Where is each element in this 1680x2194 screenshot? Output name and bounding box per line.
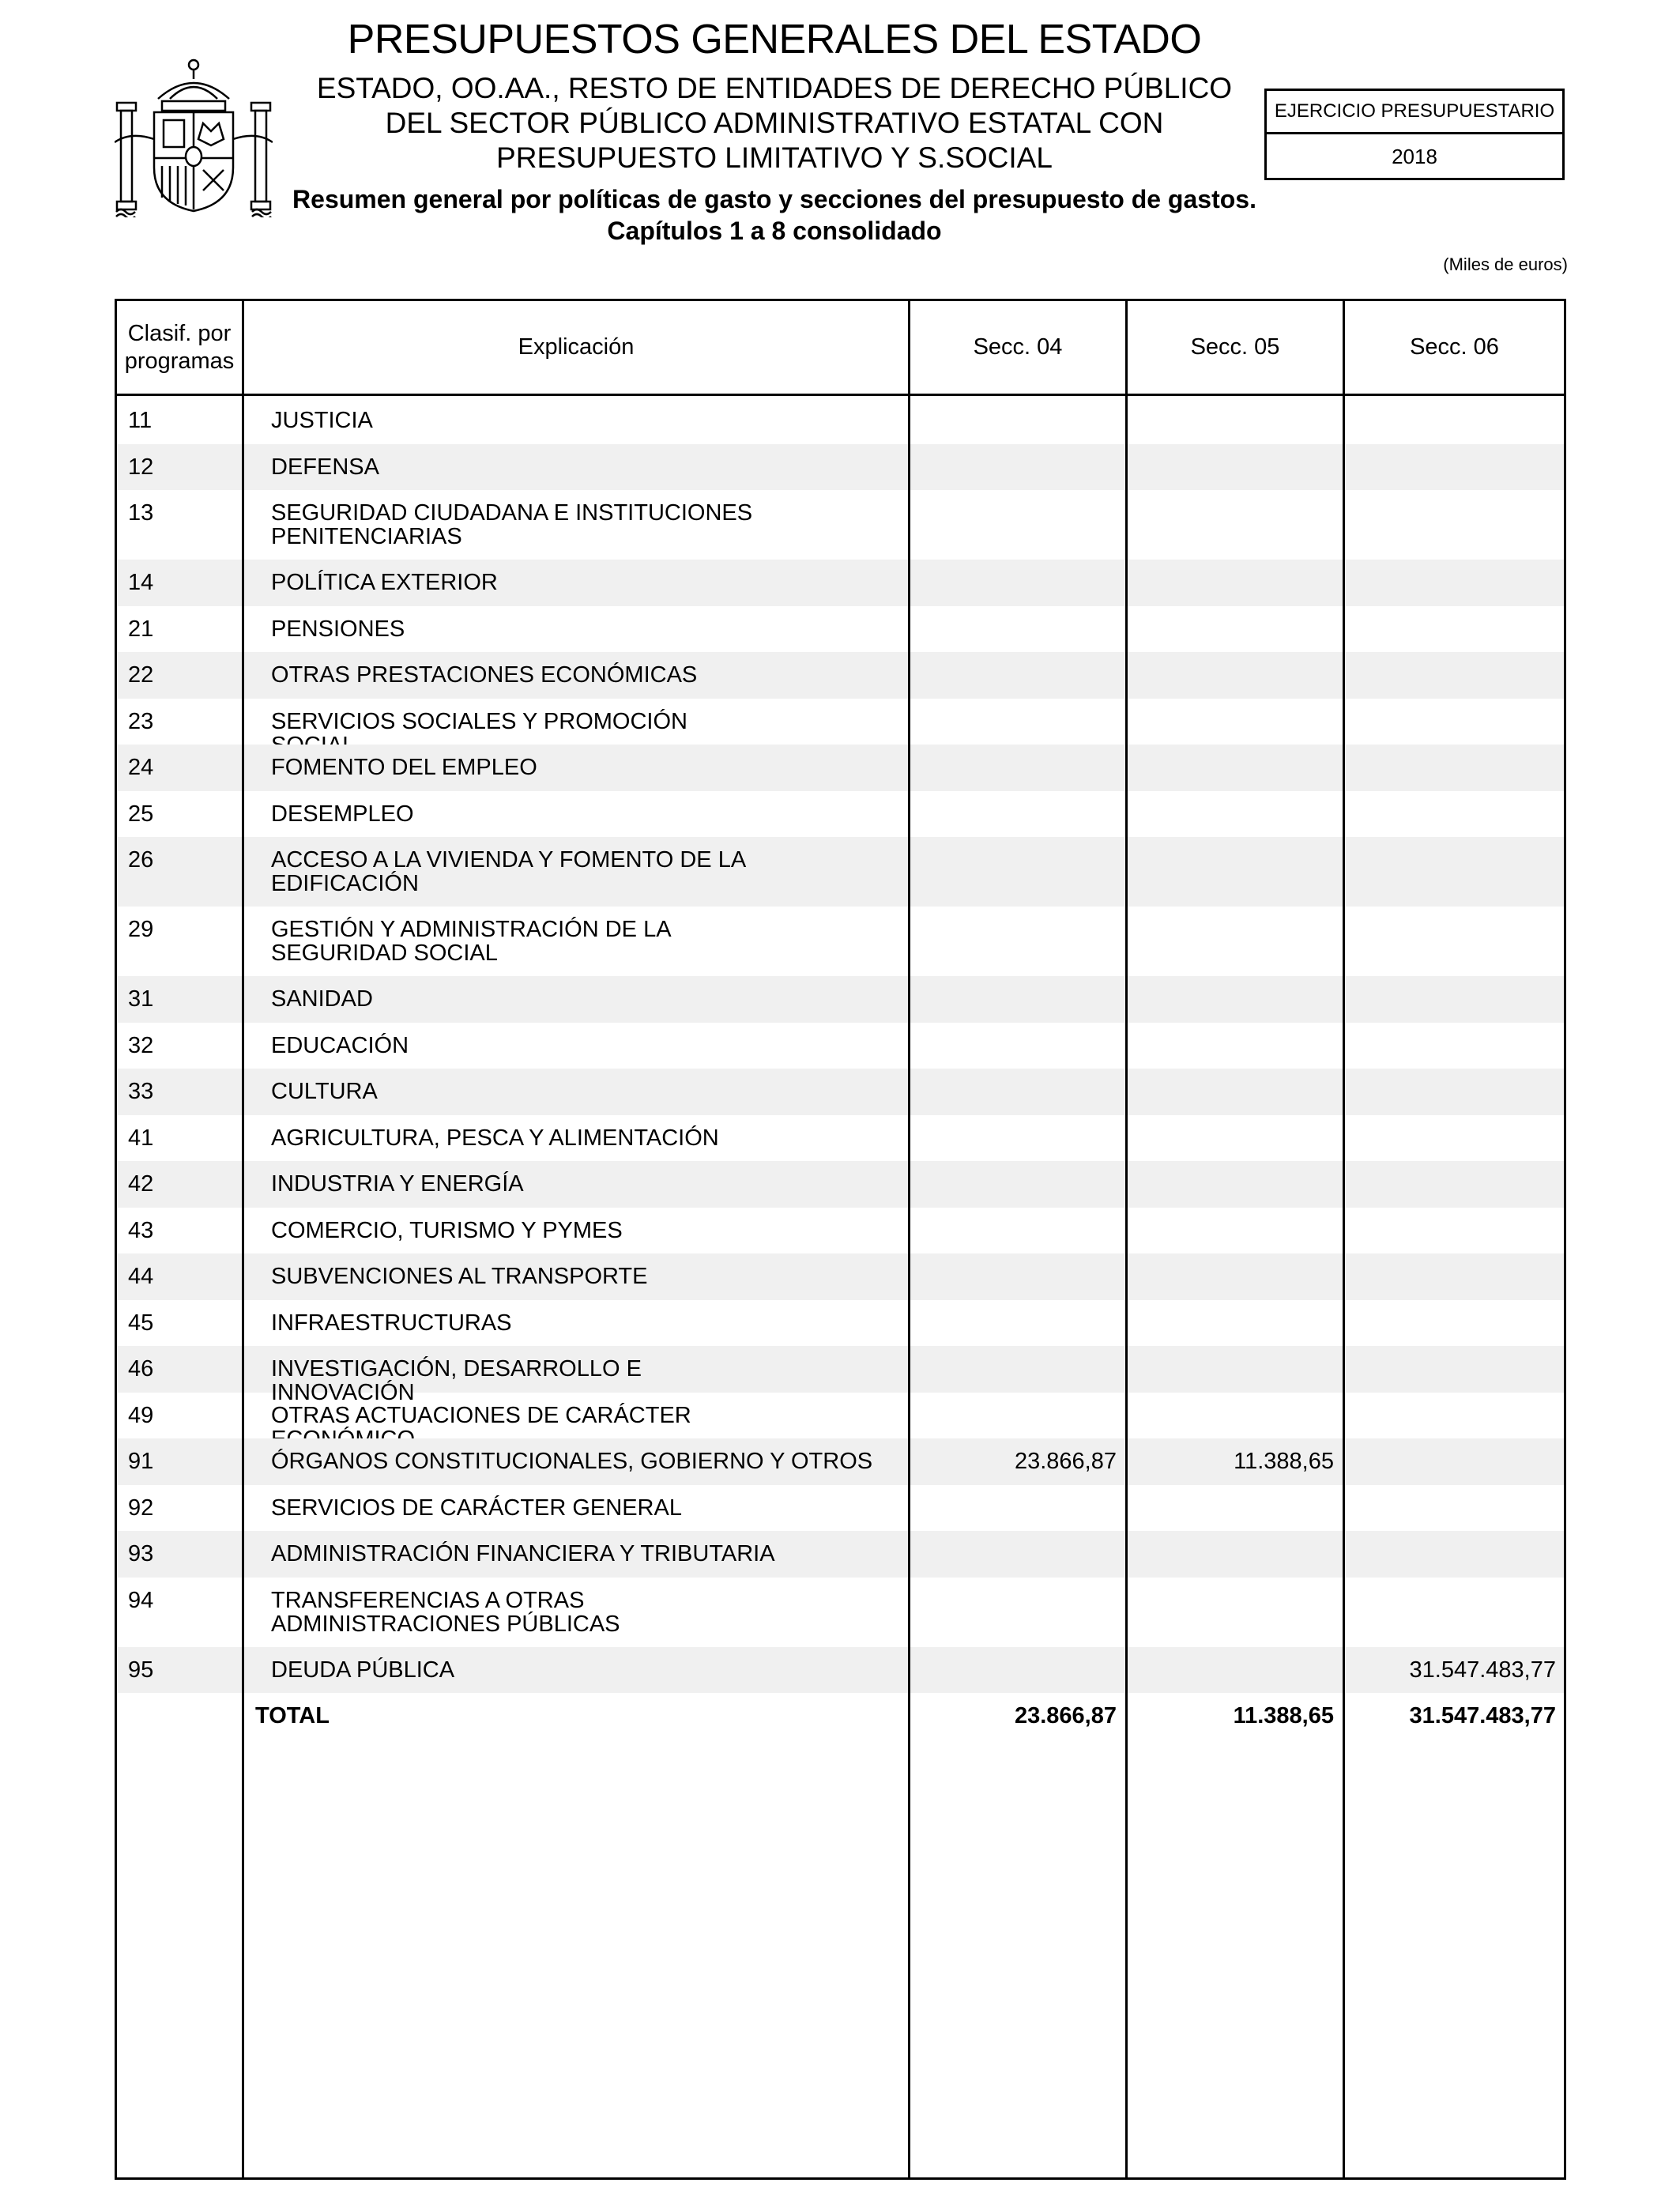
row-code: 43: [128, 1217, 154, 1243]
column-header-code: Clasif. por programas: [124, 320, 235, 374]
table-row: [117, 1253, 1564, 1300]
row-code: 41: [128, 1125, 154, 1151]
row-explicacion: ÓRGANOS CONSTITUCIONALES, GOBIERNO Y OTROS: [271, 1449, 873, 1474]
table-row: [117, 398, 1564, 444]
table-row: [117, 606, 1564, 653]
row-code: 21: [128, 616, 154, 642]
table-row: [117, 791, 1564, 838]
table-body: [117, 398, 1564, 1740]
table-row: [117, 1115, 1564, 1162]
table-row: [117, 1438, 1564, 1485]
row-code: 93: [128, 1541, 154, 1566]
row-code: 13: [128, 500, 154, 526]
table-row: [117, 699, 1564, 745]
row-code: 24: [128, 755, 154, 780]
table-row: [117, 976, 1564, 1023]
spain-coat-of-arms-icon: [115, 55, 273, 217]
row-explicacion: JUSTICIA: [271, 408, 373, 433]
row-code: 12: [128, 454, 154, 480]
row-explicacion: OTRAS ACTUACIONES DE CARÁCTER: [271, 1402, 691, 1428]
table-row: [117, 907, 1564, 976]
row-explicacion: ADMINISTRACIÓN FINANCIERA Y TRIBUTARIA: [271, 1541, 775, 1566]
ejercicio-year: 2018: [1392, 145, 1437, 168]
total-secc-04: 23.866,87: [1014, 1703, 1117, 1728]
table-row: [117, 560, 1564, 606]
subtitle-line: DEL SECTOR PÚBLICO ADMINISTRATIVO ESTATAL CON: [385, 107, 1164, 139]
table-row: [117, 745, 1564, 791]
table-row: [117, 1346, 1564, 1405]
description-line: Resumen general por políticas de gasto y secciones del presupuesto de gastos.: [292, 185, 1256, 213]
row-explicacion: SERVICIOS DE CARÁCTER GENERAL: [271, 1495, 682, 1521]
column-divider: [908, 301, 910, 2177]
row-code: 11: [128, 408, 153, 433]
total-secc-06: 31.547.483,77: [1409, 1703, 1556, 1728]
table-row: [117, 1393, 1564, 1439]
column-divider: [242, 301, 244, 2177]
row-explicacion: OTRAS PRESTACIONES ECONÓMICAS: [271, 662, 698, 688]
row-explicacion: SUBVENCIONES AL TRANSPORTE: [271, 1264, 648, 1289]
row-code: 42: [128, 1171, 154, 1197]
row-code: 91: [128, 1449, 154, 1474]
description-line: Capítulos 1 a 8 consolidado: [607, 217, 942, 245]
row-explicacion: COMERCIO, TURISMO Y PYMES: [271, 1217, 623, 1243]
total-row: [117, 1693, 1564, 1740]
ejercicio-box: [1264, 89, 1565, 180]
row-code: 29: [128, 917, 154, 942]
row-explicacion: INDUSTRIA Y ENERGÍA: [271, 1171, 524, 1197]
table-row: [117, 1208, 1564, 1254]
units-note: (Miles de euros): [1443, 254, 1568, 274]
total-secc-05: 11.388,65: [1233, 1703, 1334, 1728]
row-explicacion: SEGURIDAD CIUDADANA E INSTITUCIONES PENITENCIARIAS: [271, 500, 753, 549]
row-code: 31: [128, 986, 154, 1012]
row-explicacion: SANIDAD: [271, 986, 373, 1012]
row-code: 23: [128, 708, 154, 734]
row-explicacion: FOMENTO DEL EMPLEO: [271, 755, 537, 780]
row-explicacion: AGRICULTURA, PESCA Y ALIMENTACIÓN: [271, 1125, 719, 1151]
row-explicacion: PENSIONES: [271, 616, 405, 642]
row-explicacion: GESTIÓN Y ADMINISTRACIÓN DE LA SEGURIDAD SOCIAL: [271, 917, 670, 966]
row-code: 26: [128, 847, 154, 873]
row-secc-05: 11.388,65: [1234, 1449, 1334, 1474]
row-explicacion: ACCESO A LA VIVIENDA Y FOMENTO DE LA EDIFICACIÓN: [271, 847, 745, 896]
row-explicacion: DESEMPLEO: [271, 801, 414, 827]
row-code: 94: [128, 1587, 154, 1613]
document-description: [269, 183, 1280, 247]
table-row: [117, 1485, 1564, 1532]
table-row: [117, 444, 1564, 491]
row-secc-04: 23.866,87: [1014, 1449, 1117, 1474]
row-explicacion: INVESTIGACIÓN, DESARROLLO E INNOVACIÓN: [271, 1356, 642, 1405]
row-code: 25: [128, 801, 154, 827]
row-code: 33: [128, 1079, 154, 1104]
table-row: [117, 1647, 1564, 1694]
column-header-secc-04: Secc. 04: [973, 334, 1063, 360]
table-row: [117, 1161, 1564, 1208]
table-row: [117, 490, 1564, 560]
subtitle-line: ESTADO, OO.AA., RESTO DE ENTIDADES DE DERECHO PÚBLICO: [316, 72, 1233, 104]
row-explicacion: DEFENSA: [271, 454, 379, 480]
table-row: [117, 1300, 1564, 1347]
table-row: [117, 1578, 1564, 1647]
table-header: [117, 301, 1564, 396]
table-row: [117, 837, 1564, 907]
row-explicacion: EDUCACIÓN: [271, 1032, 409, 1058]
row-explicacion: TRANSFERENCIAS A OTRAS ADMINISTRACIONES PÚBLICAS: [271, 1587, 620, 1637]
row-explicacion: DEUDA PÚBLICA: [271, 1657, 455, 1683]
row-code: 44: [128, 1264, 154, 1289]
row-code: 32: [128, 1032, 154, 1058]
total-label: TOTAL: [255, 1703, 330, 1728]
table-row: [117, 652, 1564, 699]
row-code: 22: [128, 662, 154, 688]
ejercicio-label: EJERCICIO PRESUPUESTARIO: [1267, 91, 1562, 134]
column-divider: [1343, 301, 1345, 2177]
table-row: [117, 1531, 1564, 1578]
table-row: [117, 1069, 1564, 1115]
row-explicacion: POLÍTICA EXTERIOR: [271, 570, 498, 595]
row-explicacion: CULTURA: [271, 1079, 378, 1104]
row-explicacion: SERVICIOS SOCIALES Y PROMOCIÓN: [271, 708, 687, 734]
row-code: 92: [128, 1495, 154, 1521]
column-header-explicacion: Explicación: [518, 334, 635, 360]
page-title: PRESUPUESTOS GENERALES DEL ESTADO: [347, 17, 1202, 62]
subtitle-line: PRESUPUESTO LIMITATIVO Y S.SOCIAL: [496, 141, 1053, 174]
column-header-secc-06: Secc. 06: [1410, 334, 1499, 360]
document-subtitle: [284, 71, 1264, 175]
row-code: 49: [128, 1402, 154, 1428]
row-code: 45: [128, 1310, 154, 1336]
row-code: 14: [128, 570, 154, 595]
row-code: 46: [128, 1356, 154, 1382]
row-code: 95: [128, 1657, 154, 1683]
budget-table: [115, 299, 1566, 2180]
column-header-secc-05: Secc. 05: [1190, 334, 1280, 360]
table-row: [117, 1023, 1564, 1069]
row-explicacion: INFRAESTRUCTURAS: [271, 1310, 512, 1336]
column-divider: [1125, 301, 1128, 2177]
row-secc-06: 31.547.483,77: [1409, 1657, 1556, 1683]
